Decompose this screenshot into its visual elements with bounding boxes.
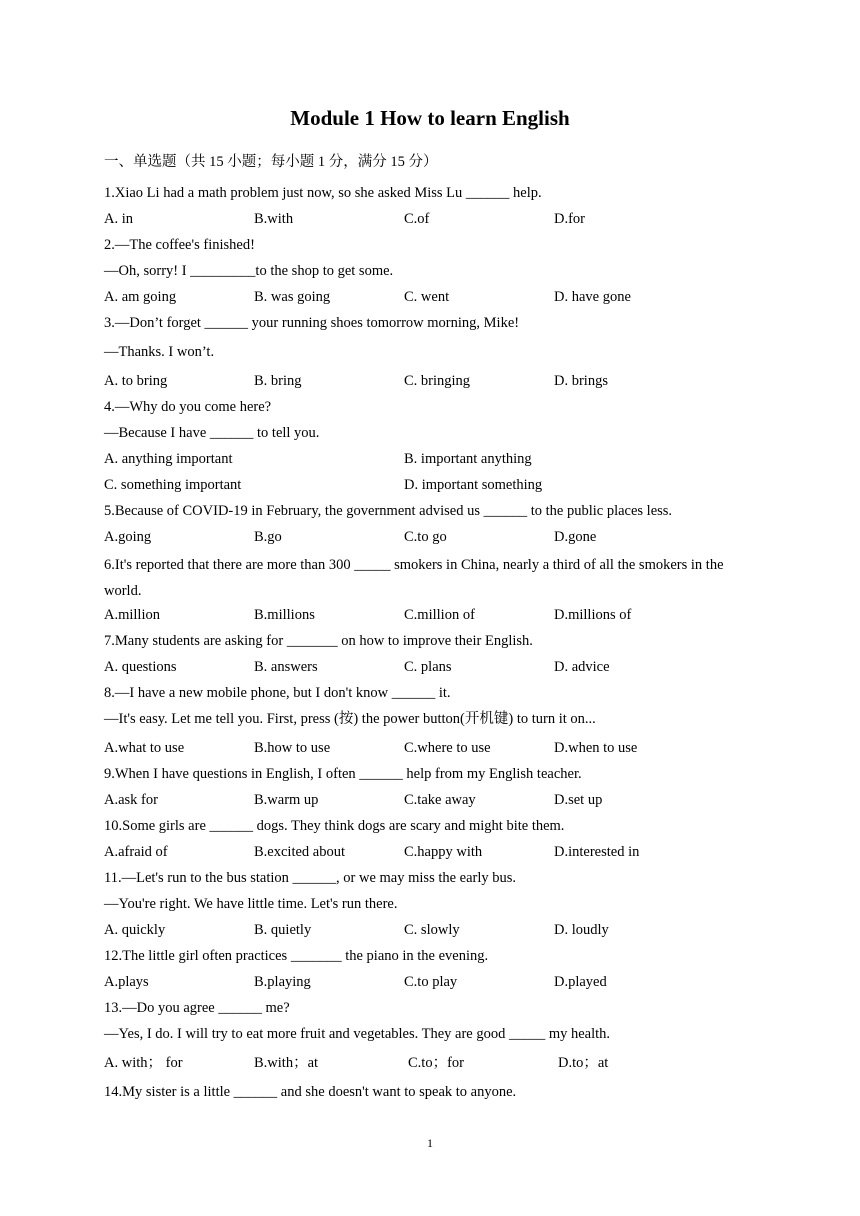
option-d: D.gone [554, 529, 597, 545]
section-header: 一、单选题（共 15 小题；每小题 1 分，满分 15 分） [104, 154, 438, 170]
question-2-stem: 2.—The coffee's finished! [104, 237, 255, 253]
option-a: A. am going [104, 289, 177, 305]
question-3-options [104, 370, 764, 396]
option-c: C.where to use [404, 740, 491, 756]
option-a: A. with； for [104, 1055, 183, 1071]
question-7-options [104, 656, 764, 682]
question-5-options [104, 526, 764, 552]
option-a: A.million [104, 607, 160, 623]
option-c: C. plans [404, 659, 452, 675]
document-title: Module 1 How to learn English [290, 106, 570, 130]
option-c: C. slowly [404, 922, 460, 938]
question-10-options [104, 841, 764, 867]
question-11-reply: —You're right. We have little time. Let's run there. [104, 896, 398, 912]
question-12-stem: 12.The little girl often practices _______ the piano in the evening. [104, 948, 489, 964]
option-c: C.take away [404, 792, 476, 808]
question-5-stem: 5.Because of COVID-19 in February, the government advised us ______ to the public places less. [104, 503, 673, 519]
question-9-stem: 9.When I have questions in English, I often ______ help from my English teacher. [104, 766, 582, 782]
question-4-stem: 4.—Why do you come here? [104, 399, 272, 415]
question-4-options-row-2 [104, 474, 764, 500]
option-b: B.with；at [254, 1055, 319, 1071]
option-a: A.ask for [104, 792, 158, 808]
option-d: D. advice [554, 659, 610, 675]
question-13-reply: —Yes, I do. I will try to eat more fruit and vegetables. They are good _____ my health. [104, 1026, 611, 1042]
question-1-stem: 1.Xiao Li had a math problem just now, so she asked Miss Lu ______ help. [104, 185, 542, 201]
option-a: A. to bring [104, 373, 168, 389]
option-d: D.millions of [554, 607, 632, 623]
question-6-stem: 6.It's reported that there are more than 300 _____ smokers in China, nearly a third of all the smokers in the world. [104, 557, 724, 599]
option-b: B.with [254, 211, 294, 227]
option-a: A. questions [104, 659, 177, 675]
option-d: D. have gone [554, 289, 631, 305]
question-8-options [104, 737, 764, 763]
option-b: B.millions [254, 607, 315, 623]
question-8-reply: —It's easy. Let me tell you. First, press (按) the power button(开机键) to turn it on... [104, 711, 596, 727]
option-c: C.of [404, 211, 430, 227]
question-4-options-row-1 [104, 448, 764, 474]
option-d: D.played [554, 974, 607, 990]
question-13-stem: 13.—Do you agree ______ me? [104, 1000, 290, 1016]
option-c: C. something important [104, 477, 242, 493]
option-a: A.afraid of [104, 844, 168, 860]
option-a: A. anything important [104, 451, 233, 467]
question-6-options [104, 604, 764, 630]
option-c: C.million of [404, 607, 475, 623]
option-c: C.to；for [408, 1055, 464, 1071]
option-b: B. bring [254, 373, 302, 389]
question-7-stem: 7.Many students are asking for _______ on how to improve their English. [104, 633, 533, 649]
option-d: D. important something [404, 477, 543, 493]
option-d: D.set up [554, 792, 603, 808]
option-b: B.how to use [254, 740, 331, 756]
question-1-options [104, 208, 764, 234]
option-d: D. brings [554, 373, 608, 389]
option-a: A. quickly [104, 922, 166, 938]
option-b: B. answers [254, 659, 318, 675]
option-c: C. went [404, 289, 450, 305]
question-3-reply: —Thanks. I won’t. [104, 344, 215, 360]
question-2-options [104, 286, 764, 312]
question-10-stem: 10.Some girls are ______ dogs. They think dogs are scary and might bite them. [104, 818, 565, 834]
question-12-options [104, 971, 764, 997]
option-a: A.what to use [104, 740, 185, 756]
option-b: B. quietly [254, 922, 312, 938]
option-d: D. loudly [554, 922, 609, 938]
option-b: B. was going [254, 289, 331, 305]
question-11-options [104, 919, 764, 945]
question-13-options [104, 1052, 764, 1081]
option-d: D.to；at [558, 1055, 609, 1071]
question-14-stem: 14.My sister is a little ______ and she doesn't want to speak to anyone. [104, 1084, 517, 1100]
option-b: B. important anything [404, 451, 532, 467]
option-c: C. bringing [404, 373, 471, 389]
question-4-reply: —Because I have ______ to tell you. [104, 425, 320, 441]
option-c: C.happy with [404, 844, 483, 860]
option-a: A. in [104, 211, 133, 227]
option-d: D.when to use [554, 740, 638, 756]
page-number: 1 [427, 1136, 433, 1150]
question-9-options [104, 789, 764, 815]
option-c: C.to play [404, 974, 458, 990]
option-b: B.go [254, 529, 282, 545]
option-d: D.for [554, 211, 586, 227]
question-2-reply: —Oh, sorry! I _________to the shop to get some. [104, 263, 394, 279]
option-b: B.playing [254, 974, 311, 990]
option-a: A.going [104, 529, 152, 545]
question-11-stem: 11.—Let's run to the bus station ______, or we may miss the early bus. [104, 870, 517, 886]
option-d: D.interested in [554, 844, 640, 860]
question-8-stem: 8.—I have a new mobile phone, but I don't know ______ it. [104, 685, 451, 701]
question-3-stem: 3.—Don’t forget ______ your running shoes tomorrow morning, Mike! [104, 315, 520, 331]
option-b: B.excited about [254, 844, 346, 860]
option-c: C.to go [404, 529, 447, 545]
option-a: A.plays [104, 974, 149, 990]
question-list [104, 182, 764, 1107]
option-b: B.warm up [254, 792, 319, 808]
